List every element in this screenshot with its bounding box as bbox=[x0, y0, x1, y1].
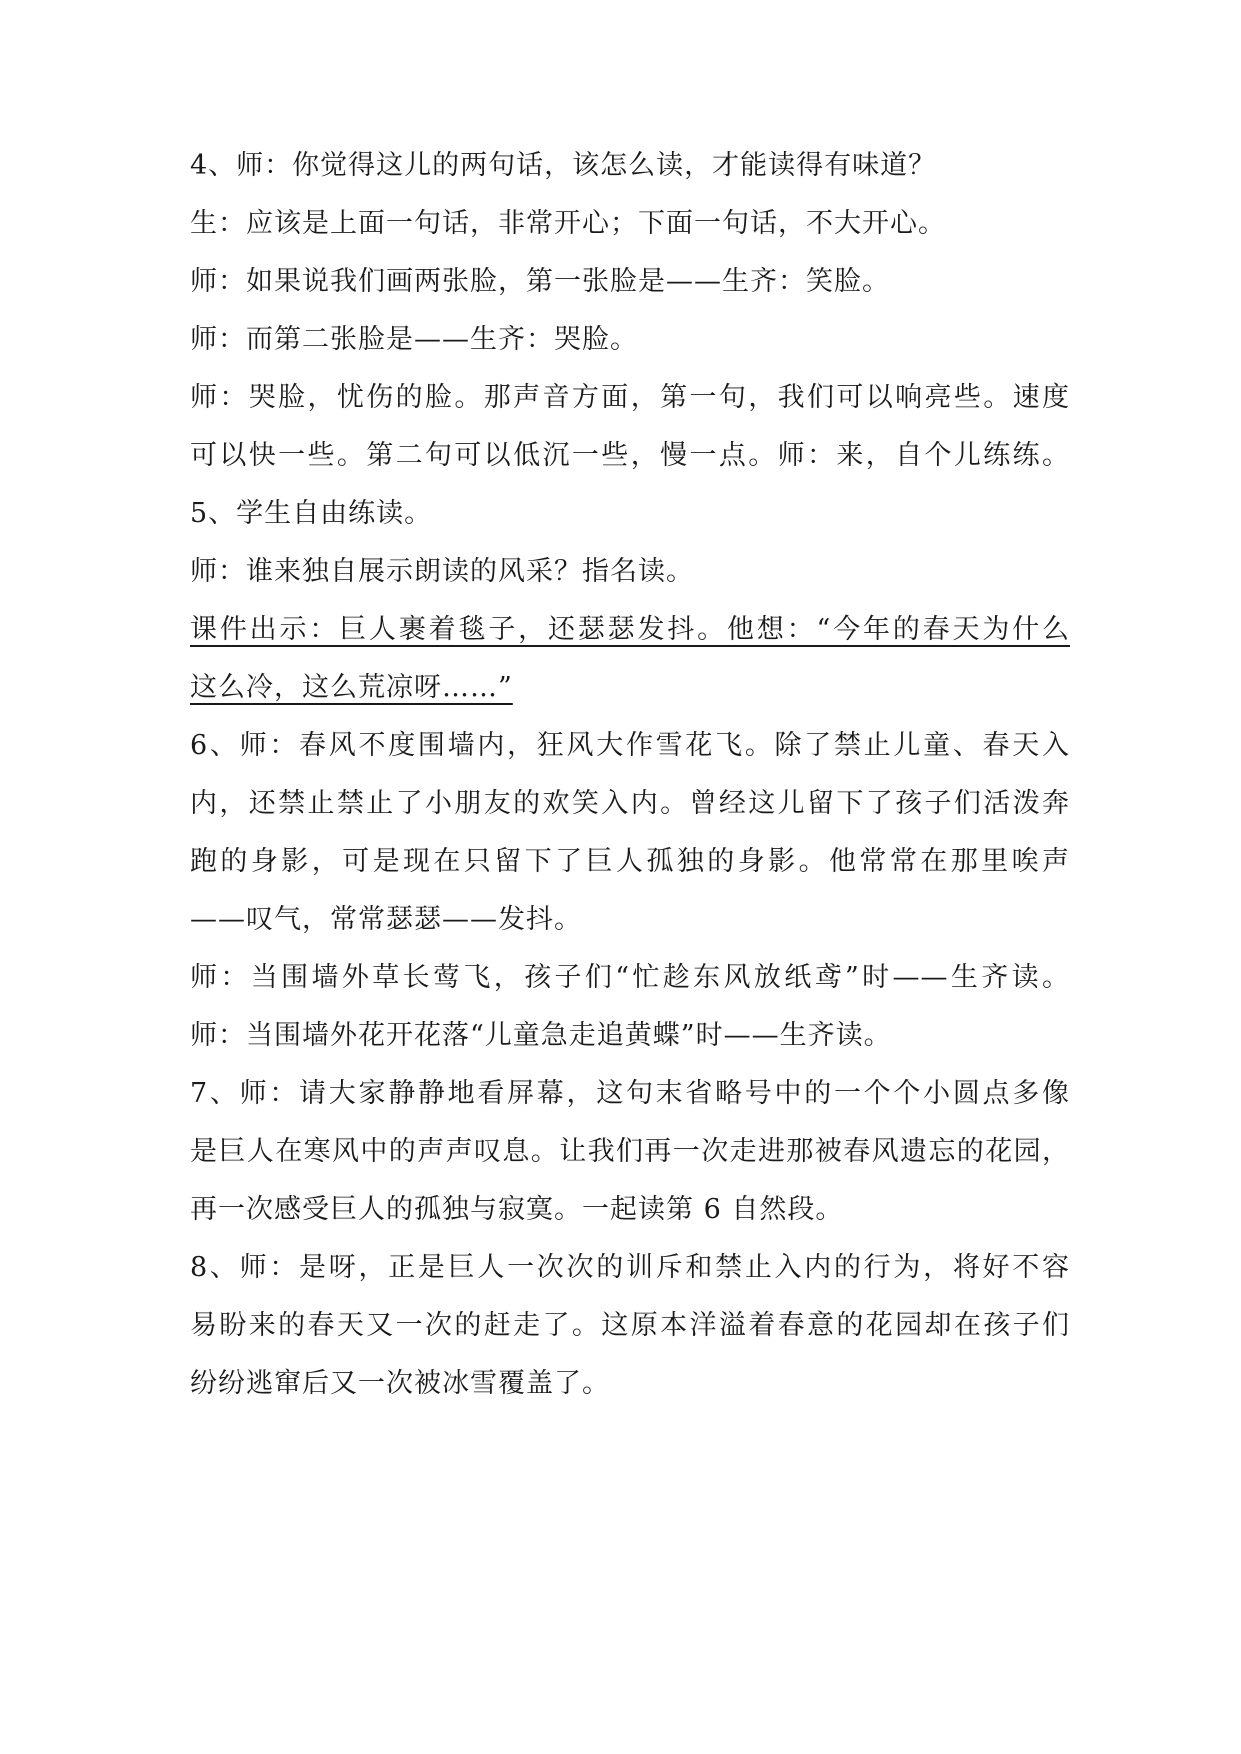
line-slide-quote: 课件出示：巨人裹着毯子，还瑟瑟发抖。他想：“今年的春天为什么 bbox=[190, 614, 1070, 645]
line-teacher-7-cont-2: 再一次感受巨人的孤独与寂寞。一起读第 6 自然段。 bbox=[190, 1194, 844, 1225]
line-teacher-faces: 师：如果说我们画两张脸，第一张脸是——生齐：笑脸。 bbox=[190, 266, 890, 297]
line-teacher-6: 6、师：春风不度围墙内，狂风大作雪花飞。除了禁止儿童、春天入 bbox=[190, 730, 1070, 761]
line-teacher-8-cont-2: 纷纷逃窜后又一次被冰雪覆盖了。 bbox=[190, 1368, 610, 1399]
line-step-5: 5、学生自由练读。 bbox=[190, 498, 433, 529]
line-slide-quote-cont: 这么冷，这么荒凉呀……” bbox=[190, 672, 513, 703]
line-teacher-second-face: 师：而第二张脸是——生齐：哭脸。 bbox=[190, 324, 638, 355]
line-teacher-butterflies: 师：当围墙外花开花落“儿童急走追黄蝶”时——生齐读。 bbox=[190, 1020, 892, 1051]
line-teacher-voice-cont: 可以快一些。第二句可以低沉一些，慢一点。师：来，自个儿练练。 bbox=[190, 440, 1070, 471]
line-teacher-kites: 师：当围墙外草长莺飞，孩子们“忙趁东风放纸鸢”时——生齐读。 bbox=[190, 962, 1070, 993]
line-teacher-7-cont-1: 是巨人在寒风中的声声叹息。让我们再一次走进那被春风遗忘的花园， bbox=[190, 1136, 1070, 1167]
line-teacher-8: 8、师：是呀，正是巨人一次次的训斥和禁止入内的行为，将好不容 bbox=[190, 1252, 1070, 1283]
line-teacher-voice: 师：哭脸，忧伤的脸。那声音方面，第一句，我们可以响亮些。速度 bbox=[190, 382, 1070, 413]
line-teacher-6-cont-3: ——叹气，常常瑟瑟——发抖。 bbox=[190, 904, 582, 935]
line-teacher-8-cont-1: 易盼来的春天又一次的赶走了。这原本洋溢着春意的花园却在孩子们 bbox=[190, 1310, 1070, 1341]
line-teacher-7: 7、师：请大家静静地看屏幕，这句末省略号中的一个个小圆点多像 bbox=[190, 1078, 1070, 1109]
line-teacher-question-4: 4、师：你觉得这儿的两句话，该怎么读，才能读得有味道？ bbox=[190, 150, 937, 181]
line-teacher-6-cont-2: 跑的身影，可是现在只留下了巨人孤独的身影。他常常在那里唉声 bbox=[190, 846, 1070, 877]
line-teacher-who-reads: 师：谁来独自展示朗读的风采？指名读。 bbox=[190, 556, 694, 587]
line-student-answer: 生：应该是上面一句话，非常开心；下面一句话，不大开心。 bbox=[190, 208, 946, 239]
line-teacher-6-cont-1: 内，还禁止禁止了小朋友的欢笑入内。曾经这儿留下了孩子们活泼奔 bbox=[190, 788, 1070, 819]
